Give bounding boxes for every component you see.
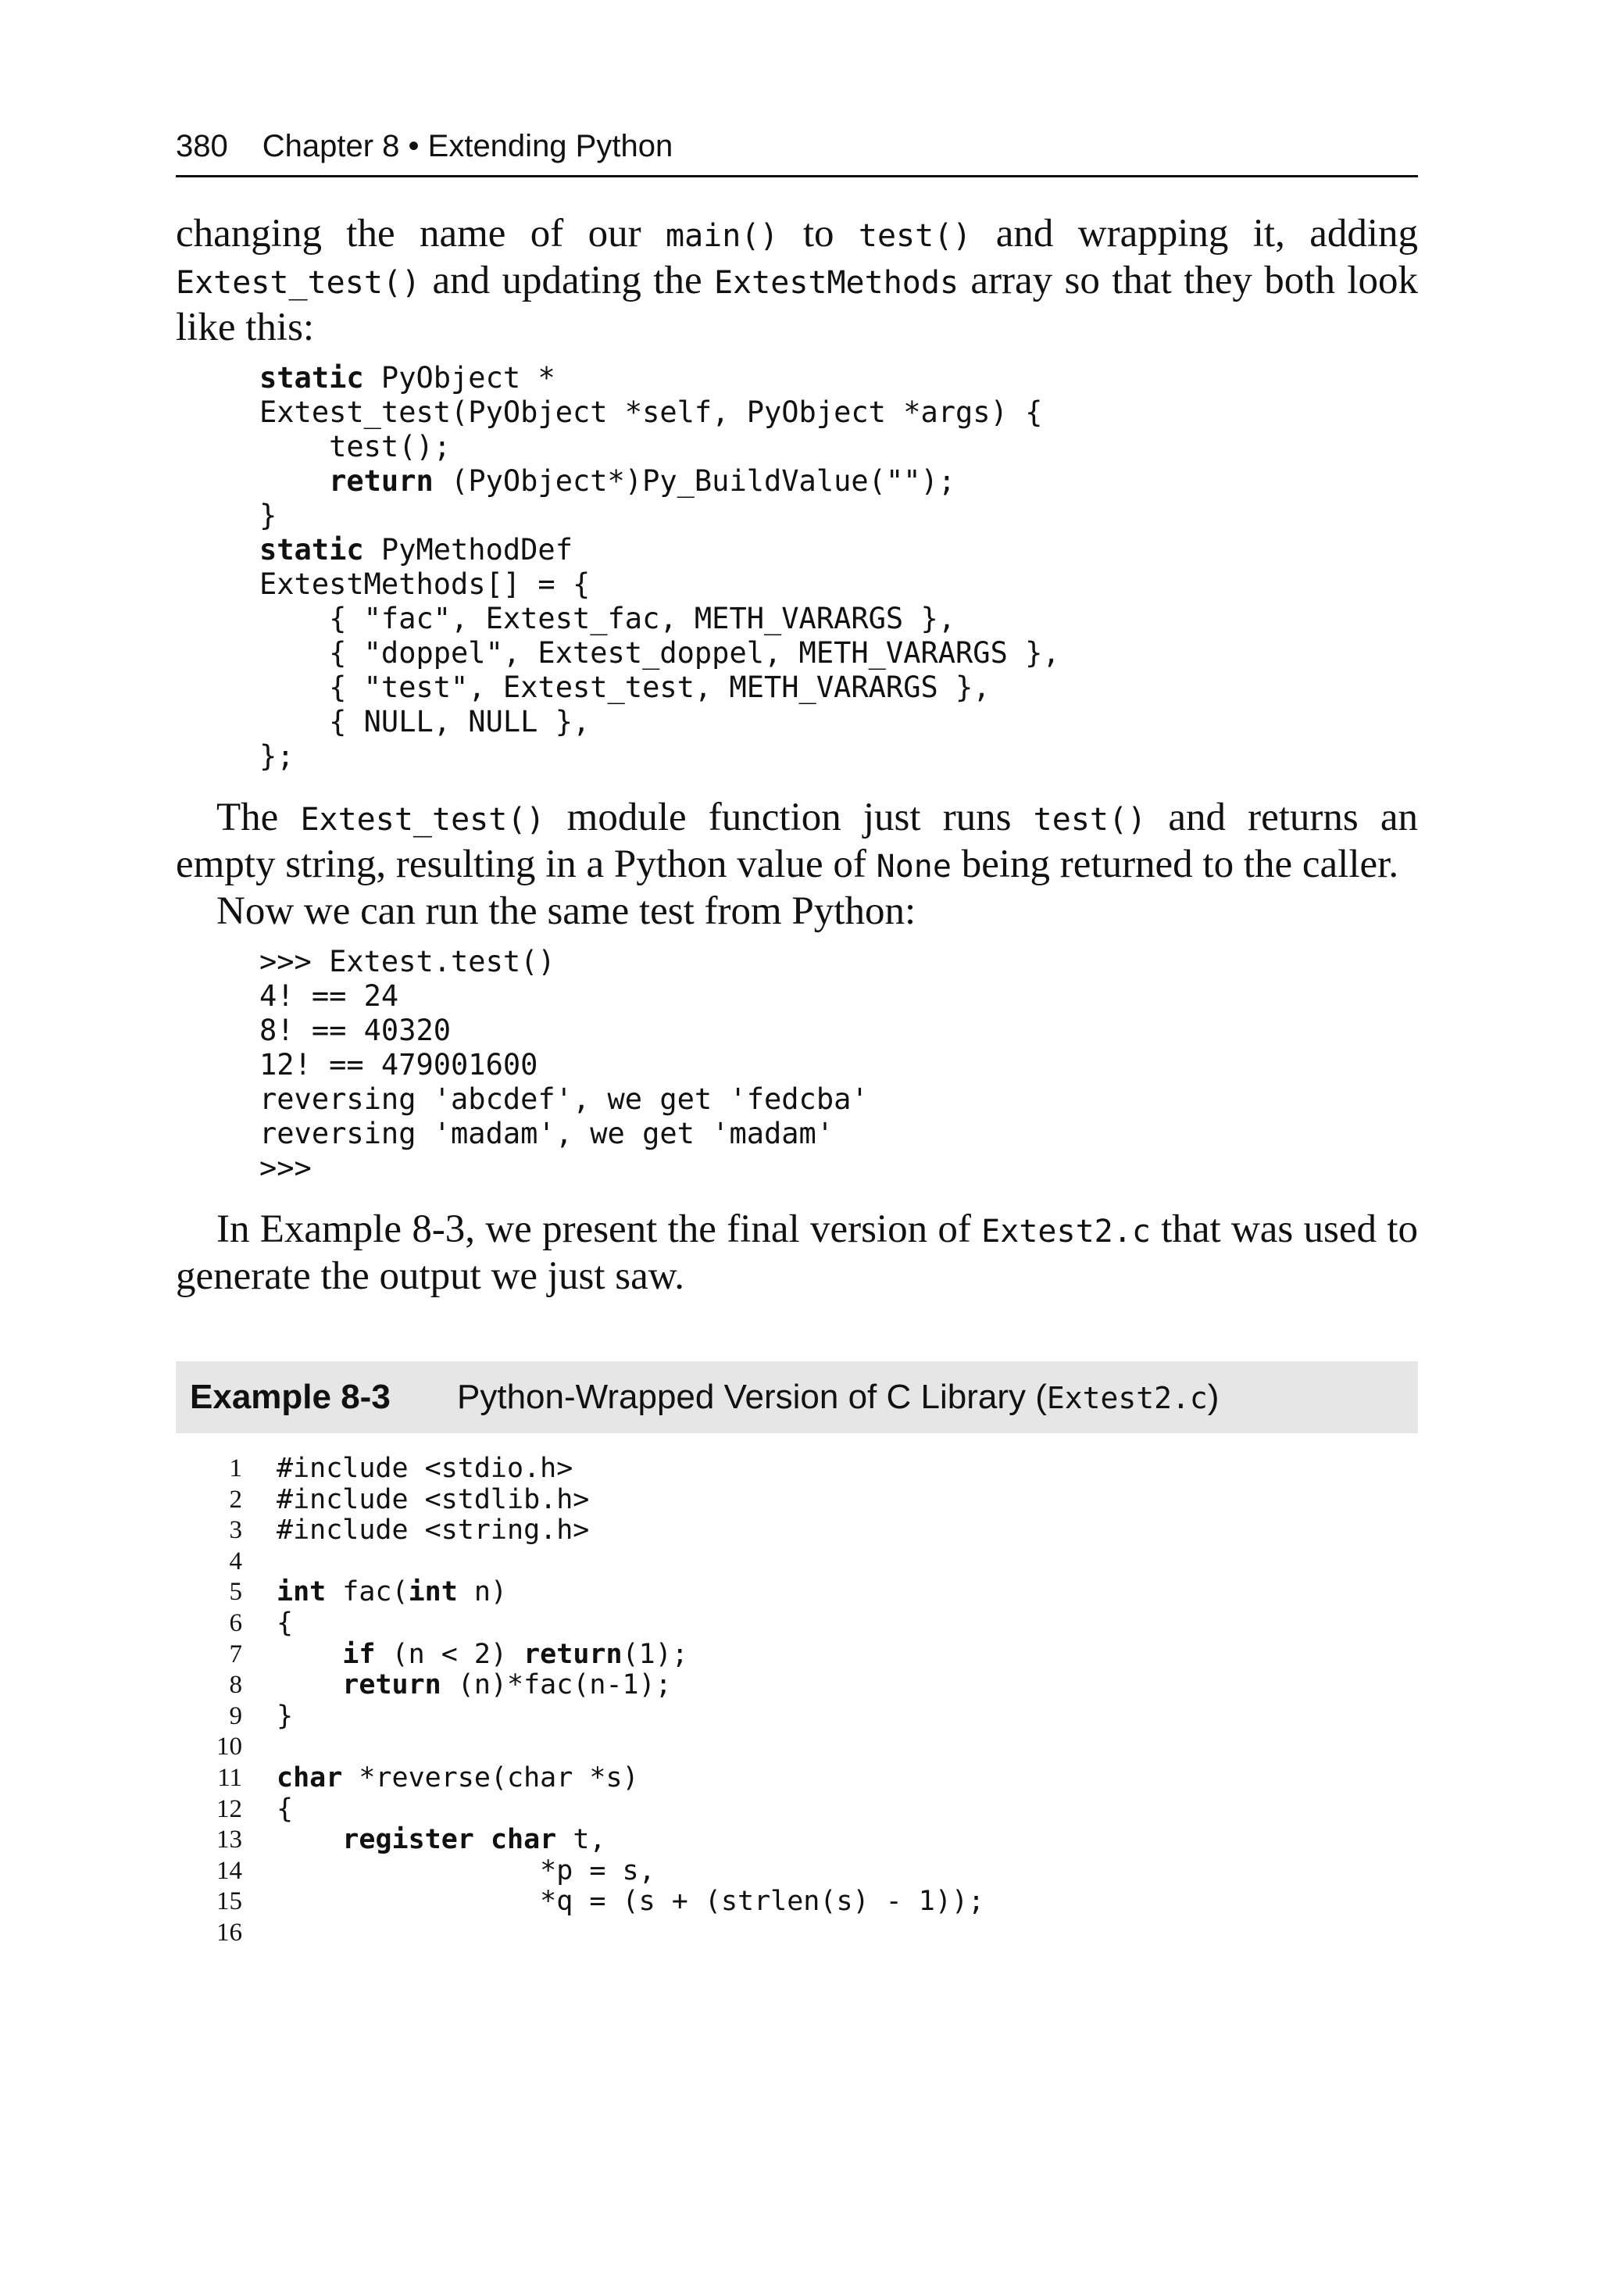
listing-code bbox=[277, 1794, 293, 1826]
inline-code: test() bbox=[858, 218, 972, 254]
inline-code: Extest_test() bbox=[176, 265, 421, 301]
text-run: In Example 8-3, we present the final version of bbox=[216, 1207, 982, 1251]
listing-code bbox=[277, 1640, 688, 1671]
example-caption-bar bbox=[176, 1361, 1418, 1433]
line-number: 11 bbox=[217, 1763, 242, 1792]
code-text: { bbox=[277, 1607, 294, 1639]
code-text: test(); bbox=[259, 430, 452, 463]
code-keyword: return bbox=[523, 1638, 623, 1670]
line-number: 5 bbox=[229, 1578, 242, 1607]
line-number: 7 bbox=[229, 1640, 242, 1668]
code-line bbox=[259, 430, 1418, 464]
running-head bbox=[176, 117, 1418, 177]
text-run: that was used to generate the output we just saw. bbox=[176, 1207, 1418, 1298]
listing-code bbox=[277, 1887, 984, 1918]
code-text bbox=[277, 1639, 342, 1670]
text-run: and updating the bbox=[420, 259, 714, 302]
listing-row bbox=[176, 1454, 1418, 1485]
code-keyword: return bbox=[342, 1669, 441, 1701]
listing-code bbox=[277, 1856, 655, 1887]
chapter-title: Chapter 8 • Extending Python bbox=[262, 129, 673, 163]
code-text: *reverse(char *s) bbox=[342, 1761, 639, 1794]
code-text: #include <stdlib.h> bbox=[277, 1483, 590, 1515]
line-number: 4 bbox=[229, 1547, 242, 1575]
text-run: to bbox=[778, 212, 859, 256]
inline-code: test() bbox=[1033, 802, 1147, 838]
listing-code bbox=[277, 1454, 573, 1485]
paragraph-explanation bbox=[176, 796, 1418, 889]
code-text: } bbox=[259, 499, 277, 532]
paragraph-intro bbox=[176, 212, 1418, 350]
code-text: { "test", Extest_test, METH_VARARGS }, bbox=[259, 671, 991, 704]
code-line bbox=[259, 636, 1418, 671]
code-line: 12! == 479001600 bbox=[259, 1048, 538, 1082]
listing-code bbox=[277, 1763, 639, 1794]
code-line: reversing 'madam', we get 'madam' bbox=[259, 1117, 834, 1150]
listing-code bbox=[277, 1608, 293, 1640]
code-text: { "fac", Extest_fac, METH_VARARGS }, bbox=[259, 602, 956, 635]
code-text: PyObject * bbox=[363, 361, 555, 395]
code-keyword: return bbox=[329, 464, 434, 498]
listing-code bbox=[277, 1701, 293, 1733]
listing-row bbox=[176, 1670, 1418, 1701]
code-line bbox=[259, 671, 1418, 705]
code-text: ExtestMethods[] = { bbox=[259, 567, 591, 601]
code-text: #include <stdio.h> bbox=[277, 1453, 573, 1484]
code-line bbox=[259, 567, 1418, 602]
code-line: >>> bbox=[259, 1151, 312, 1185]
code-text: t, bbox=[556, 1824, 606, 1856]
code-keyword: char bbox=[277, 1761, 343, 1794]
code-text: (n)*fac(n-1); bbox=[441, 1669, 672, 1701]
listing-row bbox=[176, 1763, 1418, 1794]
text-run: and wrapping it, adding bbox=[971, 212, 1419, 256]
listing-code bbox=[277, 1825, 605, 1856]
code-line: 8! == 40320 bbox=[259, 1014, 452, 1047]
listing-row bbox=[176, 1577, 1418, 1608]
code-line bbox=[259, 499, 1418, 533]
example-file-name: Extest2.c bbox=[1046, 1381, 1208, 1415]
inline-code: main() bbox=[665, 218, 779, 254]
book-page bbox=[176, 117, 1418, 1949]
code-text bbox=[474, 1824, 491, 1855]
code-text: { bbox=[277, 1793, 294, 1825]
code-line bbox=[259, 464, 1418, 499]
code-keyword: int bbox=[277, 1576, 327, 1608]
line-number: 8 bbox=[229, 1671, 242, 1700]
code-line bbox=[259, 739, 1418, 774]
text-run: being returned to the caller. bbox=[951, 842, 1399, 886]
listing-row bbox=[176, 1547, 1418, 1578]
listing-row bbox=[176, 1608, 1418, 1640]
code-line bbox=[259, 705, 1418, 739]
line-number: 10 bbox=[216, 1733, 242, 1761]
listing-row bbox=[176, 1485, 1418, 1516]
code-text: #include <string.h> bbox=[277, 1515, 590, 1547]
listing-row bbox=[176, 1640, 1418, 1671]
listing-row bbox=[176, 1732, 1418, 1763]
code-text: { "doppel", Extest_doppel, METH_VARARGS }, bbox=[259, 636, 1060, 670]
inline-code: ExtestMethods bbox=[713, 265, 959, 301]
code-keyword: char bbox=[490, 1824, 557, 1856]
paragraph-run-test: Now we can run the same test from Python: bbox=[216, 889, 916, 933]
code-text: fac( bbox=[326, 1576, 409, 1608]
line-number: 1 bbox=[229, 1454, 242, 1482]
code-line bbox=[259, 533, 1418, 567]
listing-row bbox=[176, 1701, 1418, 1733]
code-text: *p = s, bbox=[277, 1854, 655, 1887]
paragraph-example-intro bbox=[176, 1207, 1418, 1299]
line-number: 15 bbox=[216, 1887, 242, 1916]
code-text: } bbox=[277, 1700, 294, 1732]
code-text: (n < 2) bbox=[375, 1638, 524, 1670]
page-number: 380 bbox=[176, 129, 228, 163]
code-text: PyMethodDef bbox=[363, 533, 573, 567]
listing-row bbox=[176, 1825, 1418, 1856]
example-title-close: ) bbox=[1207, 1378, 1220, 1416]
line-number: 13 bbox=[216, 1826, 242, 1854]
line-number: 6 bbox=[229, 1608, 242, 1637]
code-text: (1); bbox=[622, 1638, 688, 1670]
listing-code bbox=[277, 1577, 507, 1608]
code-text: n) bbox=[457, 1576, 508, 1608]
code-text: Extest_test(PyObject *self, PyObject *args) { bbox=[259, 395, 1043, 429]
line-number: 2 bbox=[229, 1485, 242, 1514]
code-text: { NULL, NULL }, bbox=[259, 705, 591, 739]
line-number: 12 bbox=[216, 1794, 242, 1823]
code-text bbox=[277, 1669, 342, 1701]
text-run: array so that they both look like this: bbox=[176, 259, 1418, 349]
code-line bbox=[259, 361, 1418, 395]
code-keyword: static bbox=[259, 533, 364, 567]
example-label: Example 8-3 bbox=[190, 1378, 391, 1416]
listing-row bbox=[176, 1794, 1418, 1826]
listing-row bbox=[176, 1856, 1418, 1887]
code-line bbox=[259, 602, 1418, 636]
code-line: reversing 'abcdef', we get 'fedcba' bbox=[259, 1082, 869, 1116]
code-keyword: if bbox=[342, 1638, 376, 1670]
code-listing bbox=[176, 1454, 1418, 1949]
listing-row bbox=[176, 1918, 1418, 1949]
text-run: changing the name of our bbox=[176, 212, 666, 256]
code-line: >>> Extest.test() bbox=[259, 945, 555, 978]
code-keyword: register bbox=[342, 1824, 474, 1856]
listing-code bbox=[277, 1485, 589, 1516]
line-number: 16 bbox=[216, 1918, 242, 1947]
code-text bbox=[277, 1824, 342, 1855]
listing-row bbox=[176, 1515, 1418, 1547]
inline-code: Extest2.c bbox=[981, 1214, 1151, 1250]
code-line bbox=[259, 395, 1418, 430]
listing-row bbox=[176, 1887, 1418, 1918]
code-text: (PyObject*)Py_BuildValue(""); bbox=[433, 464, 956, 498]
text-run: module function just runs bbox=[545, 796, 1034, 839]
line-number: 14 bbox=[216, 1856, 242, 1885]
listing-code bbox=[277, 1670, 672, 1701]
text-run: The bbox=[216, 796, 301, 839]
listing-code bbox=[277, 1515, 589, 1547]
code-text bbox=[259, 464, 329, 498]
code-block-extest-test bbox=[176, 361, 1418, 774]
text-run: and returns an empty string, resulting in a Python value of bbox=[176, 796, 1418, 886]
code-line: 4! == 24 bbox=[259, 979, 399, 1013]
code-keyword: int bbox=[408, 1576, 458, 1608]
code-text: }; bbox=[259, 739, 295, 773]
inline-code: None bbox=[876, 849, 952, 885]
example-title bbox=[457, 1378, 1219, 1417]
example-title-text: Python-Wrapped Version of C Library ( bbox=[457, 1378, 1047, 1416]
code-block-python-session bbox=[176, 945, 1418, 1186]
inline-code: Extest_test() bbox=[300, 802, 545, 838]
line-number: 3 bbox=[229, 1516, 242, 1545]
line-number: 9 bbox=[229, 1701, 242, 1730]
code-text: *q = (s + (strlen(s) - 1)); bbox=[277, 1886, 985, 1918]
code-keyword: static bbox=[259, 361, 364, 395]
